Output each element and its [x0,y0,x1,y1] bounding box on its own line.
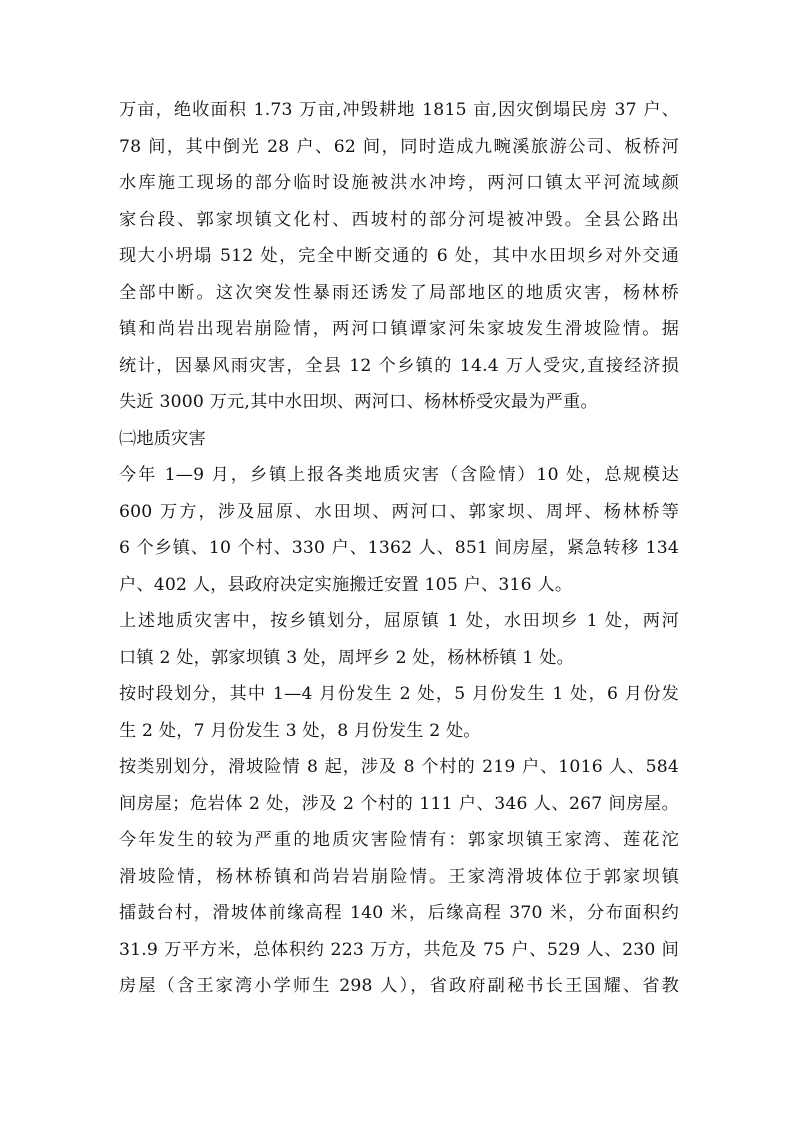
text-line: 失近 3000 万元,其中水田坝、两河口、杨林桥受灾最为严重。 [119,392,598,412]
text-line: 今年 1—9 月，乡镇上报各类地质灾害（含险情）10 处，总规模达 [119,465,679,485]
text-line: 6 个乡镇、10 个村、330 户、1362 人、851 间房屋，紧急转移 134 [119,538,679,558]
section-heading: ㈡地质灾害 [119,428,206,449]
text-line: 600 万方，涉及屈原、水田坝、两河口、郭家坝、周坪、杨林桥等 [119,501,679,522]
text-line: 31.9 万平方米，总体积约 223 万方，共危及 75 户、529 人、230 间 [119,939,679,960]
text-line: 现大小坍塌 512 处，完全中断交通的 6 处，其中水田坝乡对外交通 [119,246,679,266]
text-line: 擂鼓台村，滑坡体前缘高程 140 米，后缘高程 370 米，分布面积约 [119,903,679,923]
text-line: 万亩，绝收面积 1.73 万亩,冲毁耕地 1815 亩,因灾倒塌民房 37 户、 [119,100,679,120]
text-line: 按时段划分，其中 1—4 月份发生 2 处，5 月份发生 1 处，6 月份发 [119,684,679,704]
text-line: 生 2 处，7 月份发生 3 处，8 月份发生 2 处。 [119,720,481,741]
text-line: 口镇 2 处，郭家坝镇 3 处，周坪乡 2 处，杨林桥镇 1 处。 [119,647,574,668]
text-line: 水库施工现场的部分临时设施被洪水冲垮，两河口镇太平河流域颜 [119,173,679,193]
text-line: 家台段、郭家坝镇文化村、西坡村的部分河堤被冲毁。全县公路出 [119,209,679,230]
text-line: 78 间，其中倒光 28 户、62 间，同时造成九畹溪旅游公司、板桥河 [119,136,679,157]
text-line: 今年发生的较为严重的地质灾害险情有：郭家坝镇王家湾、莲花沱 [119,830,679,850]
text-line: 统计，因暴风雨灾害，全县 12 个乡镇的 14.4 万人受灾,直接经济损 [119,355,679,376]
text-line: 滑坡险情，杨林桥镇和尚岩岩崩险情。王家湾滑坡体位于郭家坝镇 [119,866,679,887]
text-line: 户、402 人，县政府决定实施搬迁安置 105 户、316 人。 [119,574,573,595]
text-line: 全部中断。这次突发性暴雨还诱发了局部地区的地质灾害，杨林桥 [119,282,679,303]
text-line: 间房屋；危岩体 2 处，涉及 2 个村的 111 户、346 人、267 间房屋。 [119,793,679,814]
text-line: 上述地质灾害中，按乡镇划分，屈原镇 1 处，水田坝乡 1 处，两河 [119,611,679,631]
text-line: 房屋（含王家湾小学师生 298 人），省政府副秘书长王国耀、省教 [119,976,679,996]
text-line: 镇和尚岩出现岩崩险情，两河口镇谭家河朱家坡发生滑坡险情。据 [119,319,679,339]
text-line: 按类别划分，滑坡险情 8 起，涉及 8 个村的 219 户、1016 人、584 [119,757,679,777]
document-page [119,92,679,1005]
